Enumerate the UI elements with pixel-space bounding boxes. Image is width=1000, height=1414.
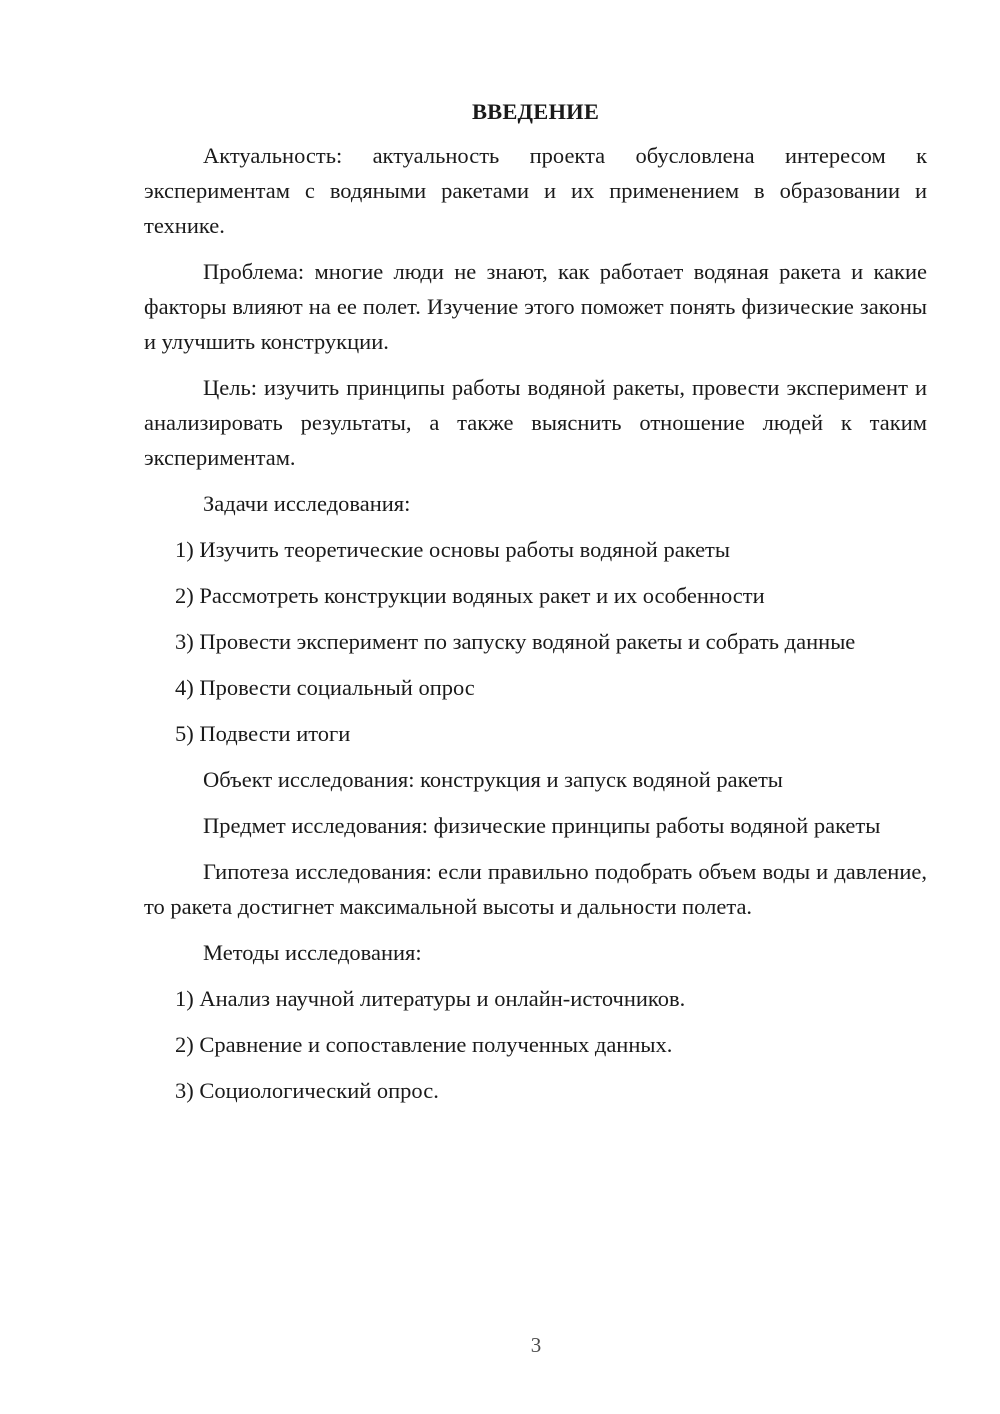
methods-heading: Методы исследования: — [203, 940, 422, 965]
list-item: 3) Провести эксперимент по запуску водяной ракеты и собрать данные — [175, 629, 856, 654]
methods-list — [144, 981, 927, 1108]
goal-paragraph: Цель: изучить принципы работы водяной ракеты, провести эксперимент и анализировать результаты, а также выяснить отношение людей к таким экспериментам. — [144, 375, 927, 470]
page-number: 3 — [530, 1333, 542, 1357]
list-item: 2) Сравнение и сопоставление полученных данных. — [175, 1032, 673, 1057]
page-content — [144, 94, 927, 1119]
tasks-heading: Задачи исследования: — [203, 491, 411, 516]
list-item: 1) Изучить теоретические основы работы водяной ракеты — [175, 537, 731, 562]
hypothesis-paragraph: Гипотеза исследования: если правильно подобрать объем воды и давление, то ракета достигнет максимальной высоты и дальности полета. — [144, 859, 927, 919]
list-item: 3) Социологический опрос. — [175, 1078, 439, 1103]
problem-paragraph: Проблема: многие люди не знают, как работает водяная ракета и какие факторы влияют на ее полет. Изучение этого поможет понять физические законы и улучшить конструкции. — [144, 259, 927, 354]
list-item: 5) Подвести итоги — [175, 721, 351, 746]
tasks-list — [144, 532, 927, 751]
section-title: ВВЕДЕНИЕ — [471, 99, 600, 124]
object-paragraph: Объект исследования: конструкция и запуск водяной ракеты — [203, 767, 783, 792]
list-item: 2) Рассмотреть конструкции водяных ракет и их особенности — [175, 583, 765, 608]
list-item: 1) Анализ научной литературы и онлайн-источников. — [175, 986, 686, 1011]
subject-paragraph: Предмет исследования: физические принципы работы водяной ракеты — [203, 813, 881, 838]
relevance-paragraph: Актуальность: актуальность проекта обусловлена интересом к экспериментам с водяными ракетами и их применением в образовании и технике. — [144, 143, 927, 238]
list-item: 4) Провести социальный опрос — [175, 675, 475, 700]
